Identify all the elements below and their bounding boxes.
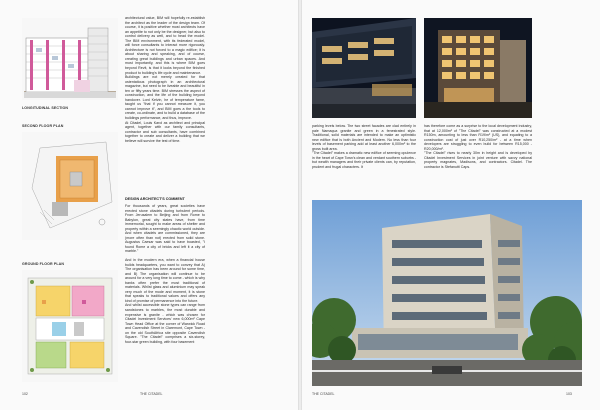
right-page-number: 103 bbox=[566, 392, 572, 396]
left-page-column-1b-text: For thousands of years, great societies have erected stone citadels during turbulent periods. From Jerusalem to Beijing and from Rome to Babylon, great city states have, from time immemorial, sought to make areas of shelter and property within a seemingly chaotic world outside. And when citadels are commissioned, they are (more often than not) erected from solid stone. Augustus Caesar was said to have boasted, "I found Rome a city of bricks and left it a city of marble." bbox=[125, 204, 205, 254]
ground-floor-plan-drawing bbox=[22, 270, 118, 382]
longitudinal-section-drawing bbox=[22, 18, 118, 100]
page-gutter bbox=[298, 0, 302, 410]
left-running-title: THE CITADEL bbox=[140, 392, 163, 396]
left-page-number: 102 bbox=[22, 392, 28, 396]
daytime-building-photo bbox=[312, 200, 582, 386]
caption-second-floor-plan: SECOND FLOOR PLAN bbox=[22, 124, 64, 128]
design-architect-comment-heading: DESIGN ARCHITECT'S COMMENT bbox=[125, 197, 185, 201]
left-page-column-2-text: And in the modern era, when a financial house builds headquarters, you want to convey that A) The organisation has been around for some time, and B) The organisation will continue to be around for a very long time to come - which is why banks often prefer the most traditional of materials. Whilst glass and aluminium may speak very much of the mode and moment, it is stone that speaks to traditional values and offers any kind of promise of permanence into the future. And whilst accessible stone types can range from sandstones to marbles, the most durable and expensive is granite - which was chosen for Citadel Investment Services' new 6,000m² Cape Town Head Office at the corner of Warwick Road and Cavendish Street in Claremont, Cape Town - on the old SouthAfrica site opposite Cavendish Square. "The Citadel" comprises a six-storey, four-star green building, with four basement bbox=[125, 258, 205, 344]
night-tower-photo-2 bbox=[424, 18, 532, 118]
right-running-title: THE CITADEL bbox=[312, 392, 335, 396]
night-facade-photo-1 bbox=[312, 18, 416, 118]
left-page-column-1-text: architectural value, BIM will hopefully re-establish the architect as the leader of the design team. Of course, it is positive whether most architects have an appetite to not only be the designer, but also to control delivery as well, and to head the model. The BIM environment, with its federated model, will force consultants to interact more rigorously. Architecture is not forced to a magic edifice; it is about sharing and speaking, and of course, creating great buildings and urban spaces. And most importantly, and this is where BIM goes beyond Revit, is that it looks beyond the finished product to building's life cycle and maintenance. Buildings are not merely created for that ostentatious photograph in an architectural magazine, but need to be liveable and beautiful in ten or fifty years time. BIM stresses the aspect of construction, and the life of the building beyond handover. Lord Kelvin, he of temperature fame, taught us "that if you cannot measure it, you cannot improve it", and BIM goes a the tools to create, co-ordinate, and to build a database of the buildings performance, and thus, improve. At Citadel, Louis Karol as architect and principal agent, together with our family consultants, contractor and sub consultants, have combined together to create and deliver a building that we believe will survive the test of time. bbox=[125, 16, 205, 143]
right-page-column-2-text: has therefore come as a surprise to the local development industry, that at 12,000m² of "The Citadel" was constructed at a modest R150m, amounting to less than R19/m² (US), and equating to a construction cost of just over R10,250/m² - at a time when developers are struggling to even build for between R15,000 - R20,000/m². "The Citadel" rises to nearly 30m in height and is developed by Citadel Investment Services in joint venture with savvy national property magnates, Madisons, and contractors. Citadel. The contractor is Stefanutti Caps. bbox=[424, 124, 532, 169]
right-page-column-1-text: parking levels below. The two street facades are clad entirely in pale Namaqua granite and green in a fenestrated style. Traditional, solid materials are intended to make an optimistic new edifice that is both Ancient and Modern. No less than four levels of basement parking add at least another 6,000m² to the gross built area. "The Citadel" makes a dramatic new edifice of seeming opulence in the heart of Cape Town's clean and verdant southern suburbs - but wealth managers and their private clients can, by reputation, prudent and frugal characters. It bbox=[312, 124, 416, 169]
second-floor-plan-drawing bbox=[22, 132, 118, 240]
caption-longitudinal-section: LONGITUDINAL SECTION bbox=[22, 106, 69, 110]
caption-ground-floor-plan: GROUND FLOOR PLAN bbox=[22, 262, 65, 266]
